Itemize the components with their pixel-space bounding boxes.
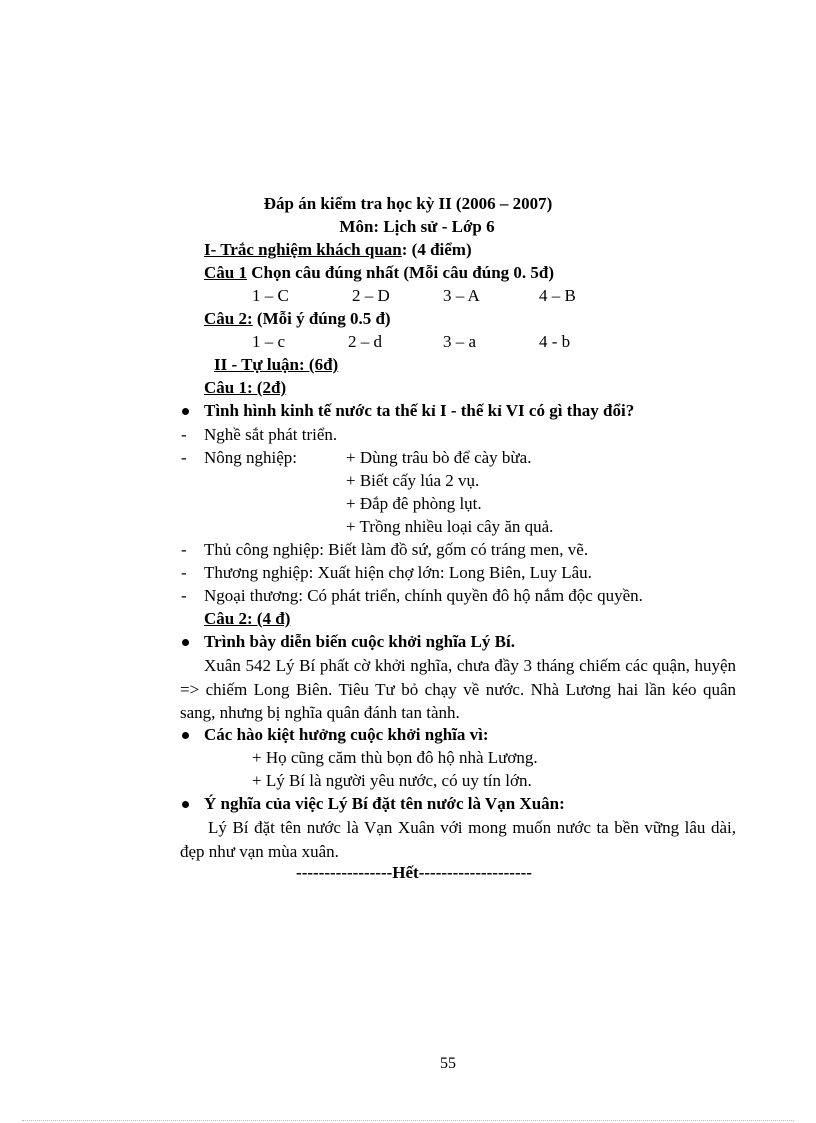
meaning-question: Ý nghĩa của việc Lý Bí đặt tên nước là Vạn Xuân:: [204, 794, 565, 813]
q1-heading: [204, 262, 554, 284]
page-number: 55: [440, 1055, 456, 1072]
part1-heading-points: : (4 điểm): [401, 240, 472, 259]
q2-answer: 3 – a: [443, 332, 477, 351]
q1-answer: 2 – D: [352, 286, 390, 305]
q2-heading: [204, 308, 391, 330]
economy-item: Thương nghiệp: Xuất hiện chợ lớn: Long Biên, Luy Lâu.: [204, 563, 592, 582]
page-bottom-divider: [22, 1120, 794, 1121]
q2-label: Câu 2:: [204, 309, 253, 328]
q2-answer: 4 - b: [539, 332, 571, 351]
dash-icon: -: [181, 586, 187, 605]
agriculture-item: + Đắp đê phòng lụt.: [346, 494, 482, 513]
q1-answer: 4 – B: [539, 286, 576, 305]
q2-answer: 1 – c: [252, 332, 286, 351]
bullet-icon: [182, 408, 189, 415]
bullet-icon: [182, 801, 189, 808]
part2-heading: II - Tự luận: (6đ): [214, 355, 339, 374]
q2-answer: 2 – d: [348, 332, 382, 351]
q1-label: Câu 1: [204, 263, 247, 282]
essay-q1-label: Câu 1: (2đ): [204, 378, 287, 397]
end-marker: -----------------Hết--------------------: [296, 863, 532, 882]
reason-item: + Họ cũng căm thù bọn đô hộ nhà Lương.: [252, 748, 538, 767]
heroes-question: Các hào kiệt hưởng cuộc khởi nghĩa vì:: [204, 725, 489, 744]
economy-item: Nghề sắt phát triển.: [204, 425, 338, 444]
part1-heading-label: I- Trắc nghiệm khách quan: [204, 240, 402, 259]
essay-q2-label: Câu 2: (4 đ): [204, 609, 291, 628]
part1-heading: [204, 239, 472, 261]
dash-icon: -: [181, 540, 187, 559]
agriculture-item: + Trồng nhiều loại cây ăn quả.: [346, 517, 554, 536]
q2-text: (Mỗi ý đúng 0.5 đ): [252, 309, 391, 328]
q1-text: Chọn câu đúng nhất (Mỗi câu đúng 0. 5đ): [246, 263, 555, 282]
dash-icon: -: [181, 425, 187, 444]
economy-item: Nông nghiệp:: [204, 448, 298, 467]
economy-item: Thủ công nghiệp: Biết làm đồ sứ, gốm có tráng men, vẽ.: [204, 540, 589, 559]
essay-q2-question: Trình bày diễn biến cuộc khởi nghĩa Lý Bí.: [204, 632, 515, 651]
page-title: Đáp án kiểm tra học kỳ II (2006 – 2007): [263, 194, 553, 213]
dash-icon: -: [181, 563, 187, 582]
uprising-paragraph: Xuân 542 Lý Bí phất cờ khởi nghĩa, chưa đầy 3 tháng chiếm các quận, huyện => chiếm Long Biên. Tiêu Tư bỏ chạy về nước. Nhà Lương hai lần kéo quân sang, nhưng bị nghĩa quân đánh tan tành.: [180, 656, 736, 722]
essay-q1-question: Tình hình kinh tế nước ta thế kỉ I - thế kỉ VI có gì thay đổi?: [204, 401, 635, 420]
economy-item: Ngoại thương: Có phát triển, chính quyền đô hộ nắm độc quyền.: [204, 586, 643, 605]
bullet-icon: [182, 639, 189, 646]
q1-answer: 3 – A: [443, 286, 480, 305]
meaning-paragraph: Lý Bí đặt tên nước là Vạn Xuân với mong muốn nước ta bền vững lâu dài, đẹp như vạn mùa xuân.: [180, 818, 736, 861]
dash-icon: -: [181, 448, 187, 467]
subject-line: Môn: Lịch sử - Lớp 6: [339, 217, 495, 236]
reason-item: + Lý Bí là người yêu nước, có uy tín lớn.: [252, 771, 532, 790]
agriculture-item: + Biết cấy lúa 2 vụ.: [346, 471, 480, 490]
q1-answer: 1 – C: [252, 286, 289, 305]
bullet-icon: [182, 732, 189, 739]
agriculture-item: + Dùng trâu bò để cày bừa.: [346, 448, 532, 467]
